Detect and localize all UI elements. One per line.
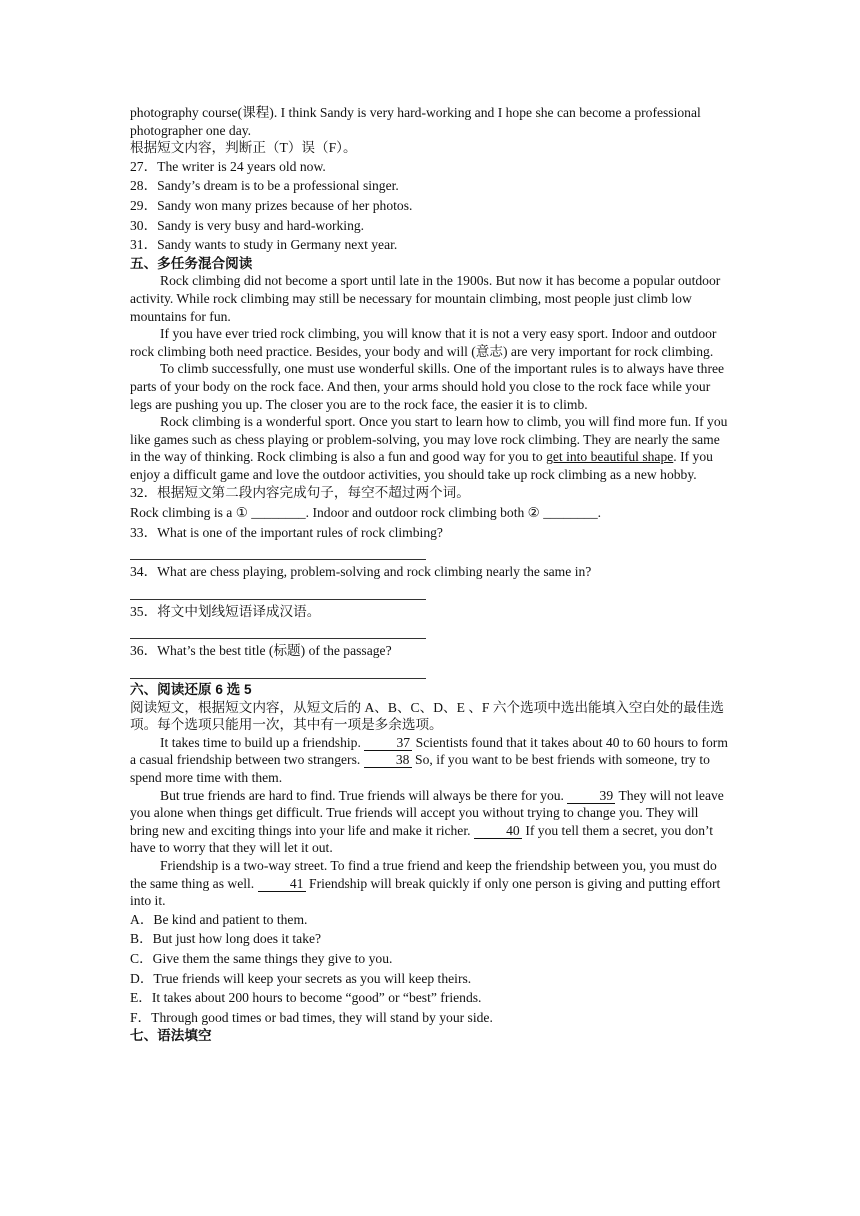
friend-para-2-b: They will not leave you alone when things get difficult. True friends will accept you without trying to change you. They will bring new and exciting things into your life and make it richer. [130,787,724,838]
document-page [130,104,730,1045]
blank-37[interactable]: 37 [364,735,412,751]
blank-41[interactable]: 41 [258,876,306,892]
statement-30: 30．Sandy is very busy and hard-working. [130,217,365,233]
question-32: 32．根据短文第二段内容完成句子，每空不超过两个词。 [130,485,470,501]
section-5-title: 五、多任务混合阅读 [130,255,253,271]
section-6-instruction: 阅读短文，根据短文内容，从短文后的 A、B、C、D、E 、F 六个选项中选出能填入空白处的最佳选项。每个选项只能用一次，其中有一项是多余选项。 [130,699,724,733]
blank-38[interactable]: 38 [364,752,412,768]
section-6-title: 六、阅读还原 6 选 5 [130,682,252,698]
blank-39[interactable]: 39 [567,788,615,804]
option-b: B．But just how long does it take? [130,931,322,947]
question-35: 35．将文中划线短语译成汉语。 [130,603,321,619]
answer-line-34[interactable] [130,582,426,600]
rock-para-4 [130,413,730,483]
question-32-sentence: Rock climbing is a ① ________. Indoor and outdoor rock climbing both ② ________. [130,505,602,521]
friend-para-1 [130,734,730,787]
question-34: 34．What are chess playing, problem-solving and rock climbing nearly the same in? [130,564,592,580]
option-f: F．Through good times or bad times, they will stand by your side. [130,1009,493,1025]
option-c: C．Give them the same things they give to you. [130,950,393,966]
tf-instruction: 根据短文内容，判断正（T）误（F）。 [130,140,357,156]
question-36: 36．What’s the best title (标题) of the passage? [130,643,392,659]
answer-line-33[interactable] [130,542,426,560]
statement-29: 29．Sandy won many prizes because of her photos. [130,197,413,213]
rock-para-3: To climb successfully, one must use wonderful skills. One of the important rules is to always have three parts of your body on the rock face. And then, your arms should hold you close to the rock face while your legs are pushing you up. The closer you are to the rock face, the easier it is to climb. [130,361,725,412]
question-33: 33．What is one of the important rules of rock climbing? [130,524,443,540]
friend-para-3 [130,857,730,910]
friend-para-3-a: Friendship is a two-way street. To find a true friend and keep the friendship between you, you must do the same thing as well. [130,857,717,891]
friend-para-2-c: If you tell them a secret, you don’t have to worry that they will let it out. [130,822,714,856]
friend-para-2 [130,787,730,857]
option-d: D．True friends will keep your secrets as you will keep theirs. [130,970,472,986]
statement-27: 27．The writer is 24 years old now. [130,158,326,174]
blank-40[interactable]: 40 [474,823,522,839]
rock-para-1: Rock climbing did not become a sport until late in the 1900s. But now it has become a popular outdoor activity. While rock climbing may still be necessary for mountain climbing, most people just climb low mountains for fun. [130,273,721,324]
section-7-title: 七、语法填空 [130,1028,212,1044]
friend-para-1-b: Scientists found that it takes about 40 to 60 hours to form a casual friendship between two strangers. [130,734,728,768]
option-e: E．It takes about 200 hours to become “good” or “best” friends. [130,990,482,1006]
rock-para-2: If you have ever tried rock climbing, you will know that it is not a very easy sport. Indoor and outdoor rock climbing both need practice. Besides, your body and will (意志) are very important for rock climbing. [130,326,717,359]
friend-para-3-b: Friendship will break quickly if only one person is giving and putting effort into it. [130,875,721,909]
answer-line-35[interactable] [130,621,426,639]
statement-28: 28．Sandy’s dream is to be a professional singer. [130,178,399,194]
rock-para-4-b: . If you enjoy a difficult game and love the outdoor activities, you should take up rock climbing as a new hobby. [130,449,713,482]
option-a: A．Be kind and patient to them. [130,911,308,927]
answer-line-36[interactable] [130,661,426,679]
rock-para-4-a: Rock climbing is a wonderful sport. Once you start to learn how to climb, you will find more fun. If you like games such as chess playing or problem-solving, you may love rock climbing. They are nearly the same in the way of thinking. Rock climbing is also a fun and good way for you to [130,414,728,465]
statement-31: 31．Sandy wants to study in Germany next year. [130,237,398,253]
friend-para-2-a: But true friends are hard to find. True friends will always be there for you. [160,787,568,803]
underlined-phrase: get into beautiful shape [546,449,674,465]
friend-para-1-c: So, if you want to be best friends with someone, try to spend more time with them. [130,752,710,785]
friend-para-1-a: It takes time to build up a friendship. [160,734,365,750]
passage-continuation: photography course(课程). I think Sandy is very hard-working and I hope she can become a professional photographer one day. [130,105,701,138]
